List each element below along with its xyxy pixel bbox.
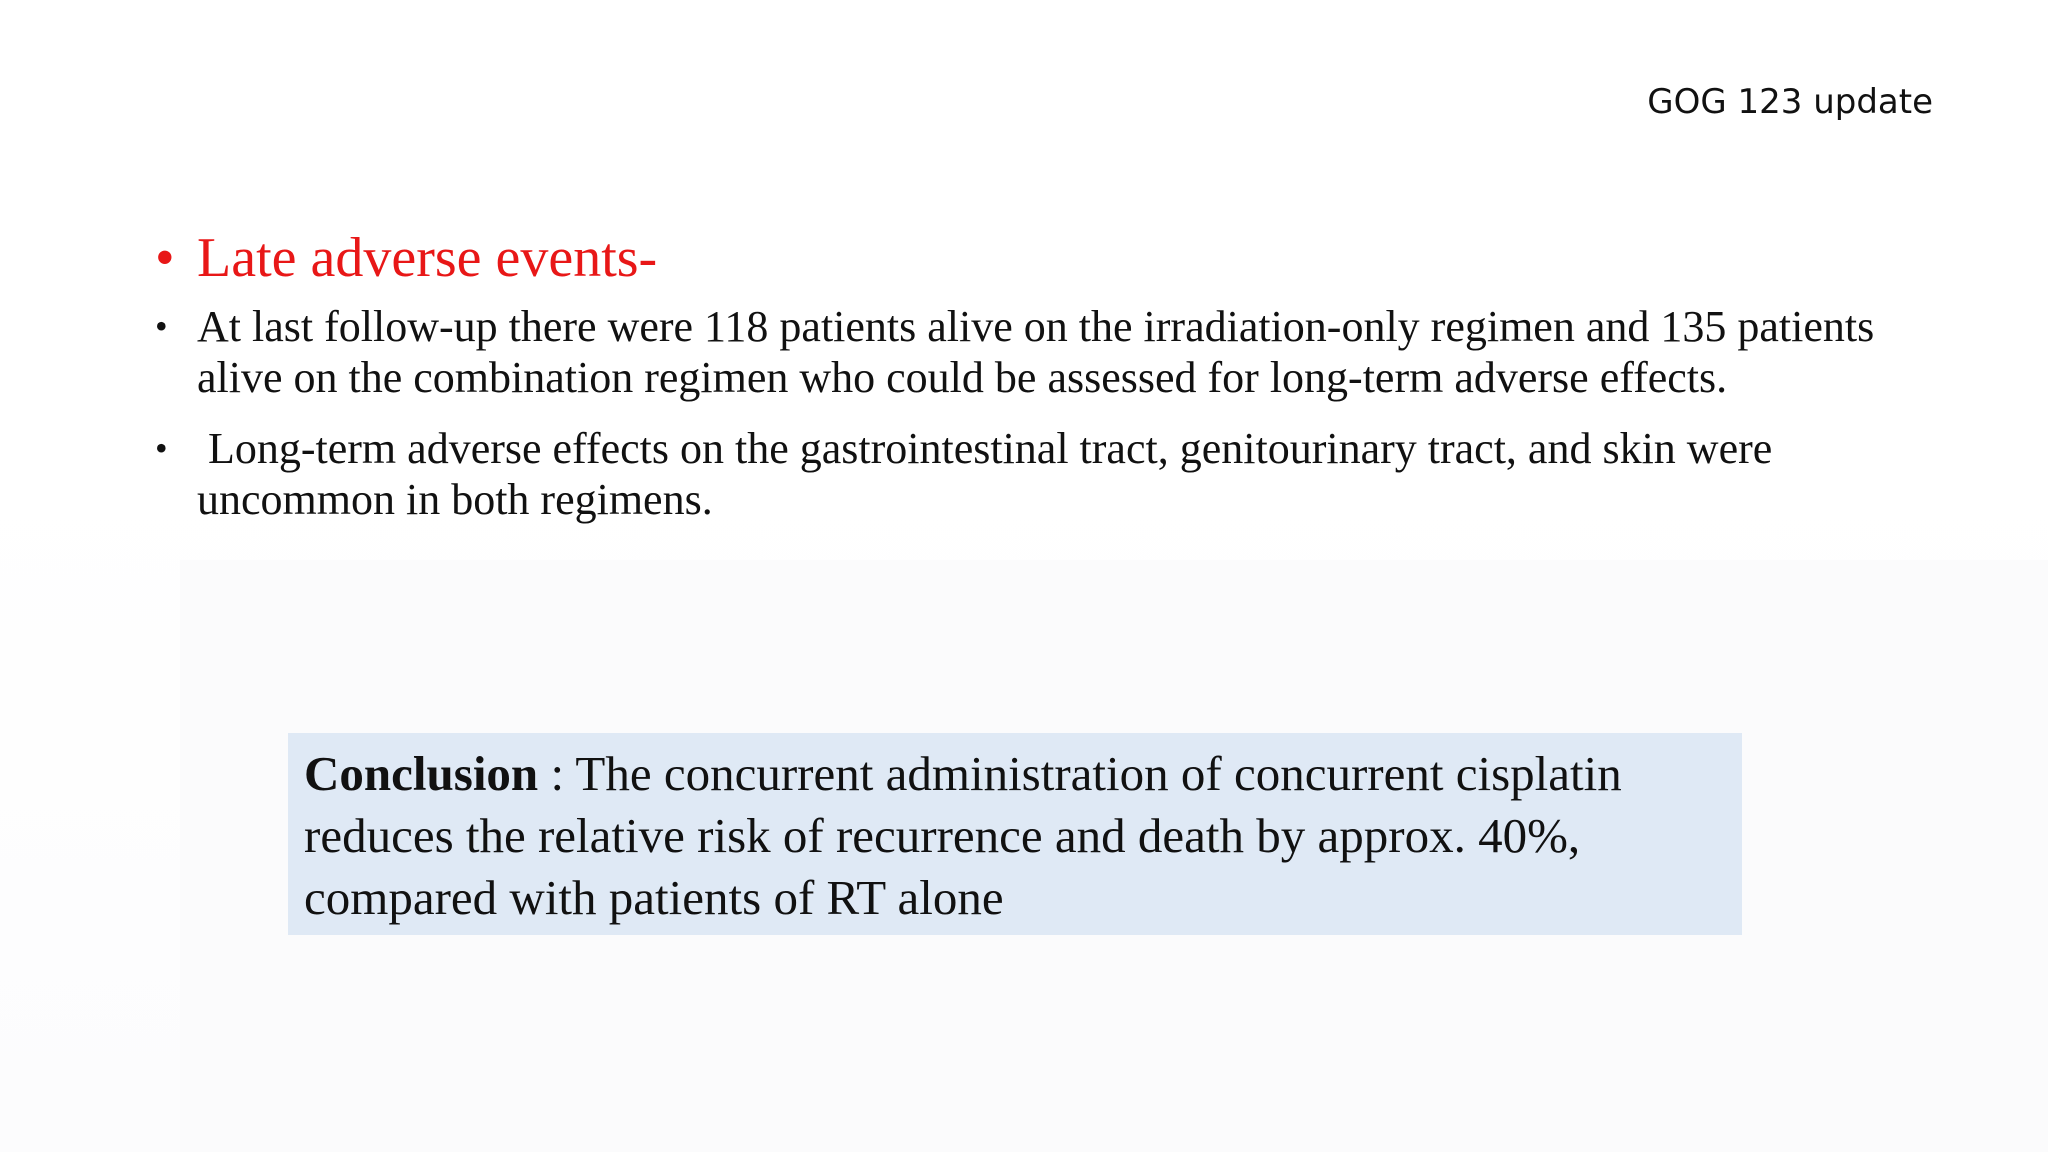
- bullet-text: Long-term adverse effects on the gastrointestinal tract, genitourinary tract, and skin were uncommon in both regimens.: [197, 424, 1784, 524]
- conclusion-separator: :: [538, 746, 576, 801]
- conclusion-text: The concurrent administration of concurrent cisplatin reduces the relative risk of recurrence and death by approx. 40%, compared with patients of RT alone: [304, 746, 1622, 925]
- heading-bullet: [155, 225, 1915, 291]
- slide-heading: Late adverse events-: [197, 227, 658, 289]
- bullet-dot-icon: •: [155, 306, 168, 346]
- bullet-dot-icon: •: [155, 227, 175, 289]
- conclusion-box: [288, 733, 1742, 935]
- bullet-item: [155, 423, 1915, 525]
- conclusion-label: Conclusion: [304, 746, 539, 801]
- slide-content: [155, 225, 1915, 545]
- bullet-item: [155, 301, 1915, 403]
- bullet-text: At last follow-up there were 118 patients alive on the irradiation-only regimen and 135 patients alive on the combination regimen who could be assessed for long-term adverse effects.: [197, 302, 1875, 402]
- bullet-dot-icon: •: [155, 428, 168, 468]
- slide-header-title: GOG 123 update: [1647, 82, 1933, 122]
